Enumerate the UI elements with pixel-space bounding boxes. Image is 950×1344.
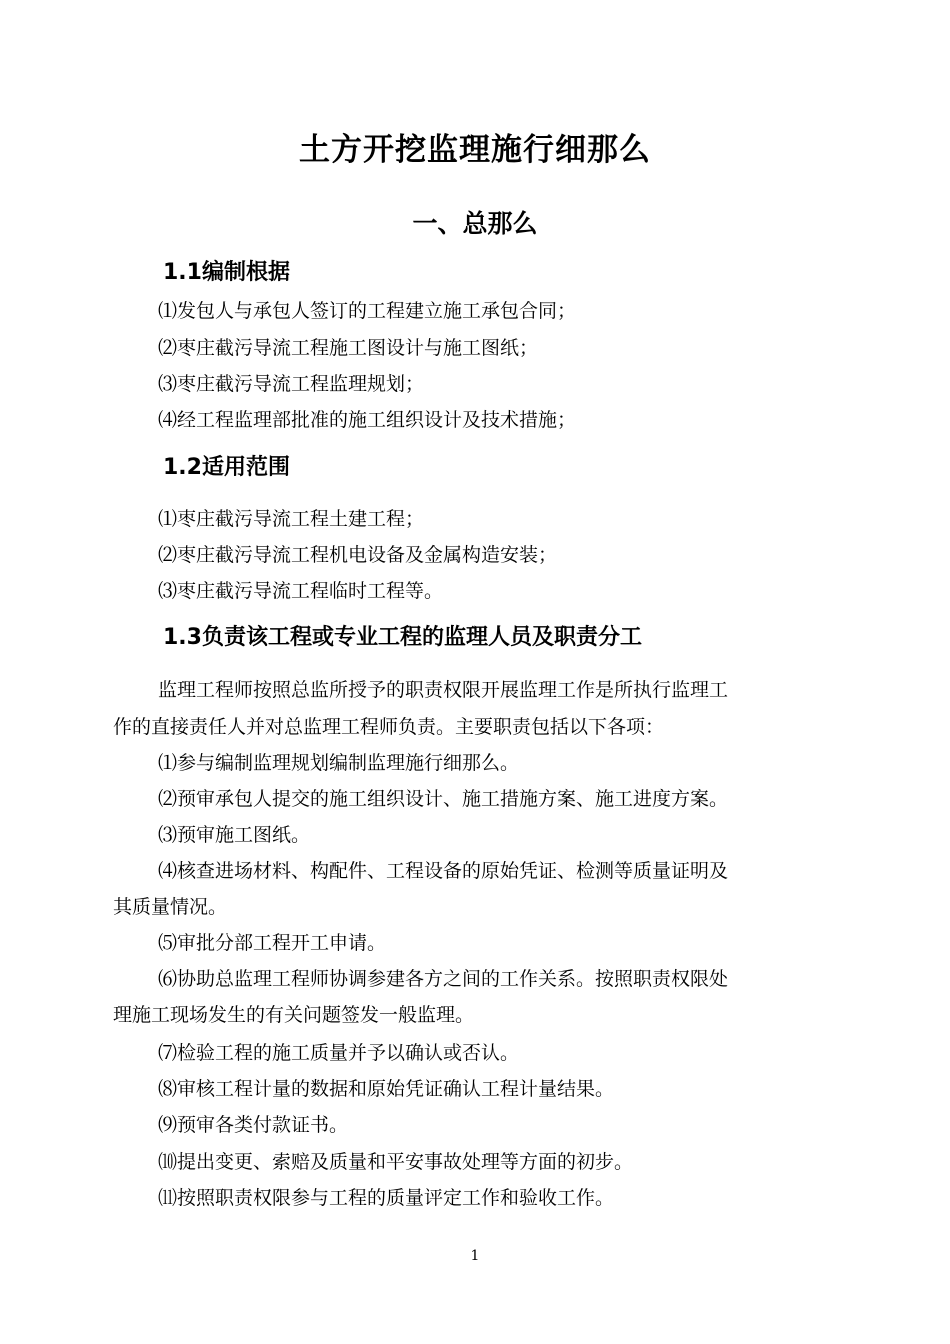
list-item-continuation: 理施工现场发生的有关问题签发一般监理。: [113, 1004, 475, 1026]
list-item: ⑹协助总监理工程师协调参建各方之间的工作关系。按照职责权限处: [158, 968, 729, 990]
list-item: ⑶枣庄截污导流工程监理规划；: [158, 373, 425, 395]
list-item: ⑸审批分部工程开工申请。: [158, 932, 387, 954]
list-item: ⑽提出变更、索赔及质量和平安事故处理等方面的初步。: [158, 1151, 634, 1173]
paragraph-line: 监理工程师按照总监所授予的职责权限开展监理工作是所执行监理工: [158, 679, 729, 701]
list-item: ⑴枣庄截污导流工程土建工程；: [158, 508, 425, 530]
list-item: ⑷核查进场材料、构配件、工程设备的原始凭证、检测等质量证明及: [158, 860, 729, 882]
section-heading-1-1: 1.1编制根据: [163, 260, 290, 285]
list-item: ⑾按照职责权限参与工程的质量评定工作和验收工作。: [158, 1187, 615, 1209]
chapter-heading: 一、总那么: [412, 209, 538, 238]
list-item: ⑴发包人与承包人签订的工程建立施工承包合同；: [158, 300, 577, 322]
list-item: ⑵枣庄截污导流工程机电设备及金属构造安装；: [158, 544, 558, 566]
list-item: ⑶枣庄截污导流工程临时工程等。: [158, 580, 444, 602]
list-item: ⑷经工程监理部批准的施工组织设计及技术措施；: [158, 409, 577, 431]
list-item: ⑻审核工程计量的数据和原始凭证确认工程计量结果。: [158, 1078, 615, 1100]
list-item: ⑴参与编制监理规划编制监理施行细那么。: [158, 752, 520, 774]
section-heading-1-2: 1.2适用范围: [163, 455, 290, 480]
list-item: ⑵枣庄截污导流工程施工图设计与施工图纸；: [158, 337, 539, 359]
paragraph-line: 作的直接责任人并对总监理工程师负责。主要职责包括以下各项：: [113, 716, 665, 738]
list-item: ⑼预审各类付款证书。: [158, 1114, 349, 1136]
document-title: 土方开挖监理施行细那么: [299, 132, 651, 168]
list-item: ⑵预审承包人提交的施工组织设计、施工措施方案、施工进度方案。: [158, 788, 729, 810]
page-number: 1: [470, 1248, 480, 1264]
list-item-continuation: 其质量情况。: [113, 896, 228, 918]
list-item: ⑶预审施工图纸。: [158, 824, 311, 846]
list-item: ⑺检验工程的施工质量并予以确认或否认。: [158, 1042, 520, 1064]
section-heading-1-3: 1.3负责该工程或专业工程的监理人员及职责分工: [163, 625, 642, 650]
